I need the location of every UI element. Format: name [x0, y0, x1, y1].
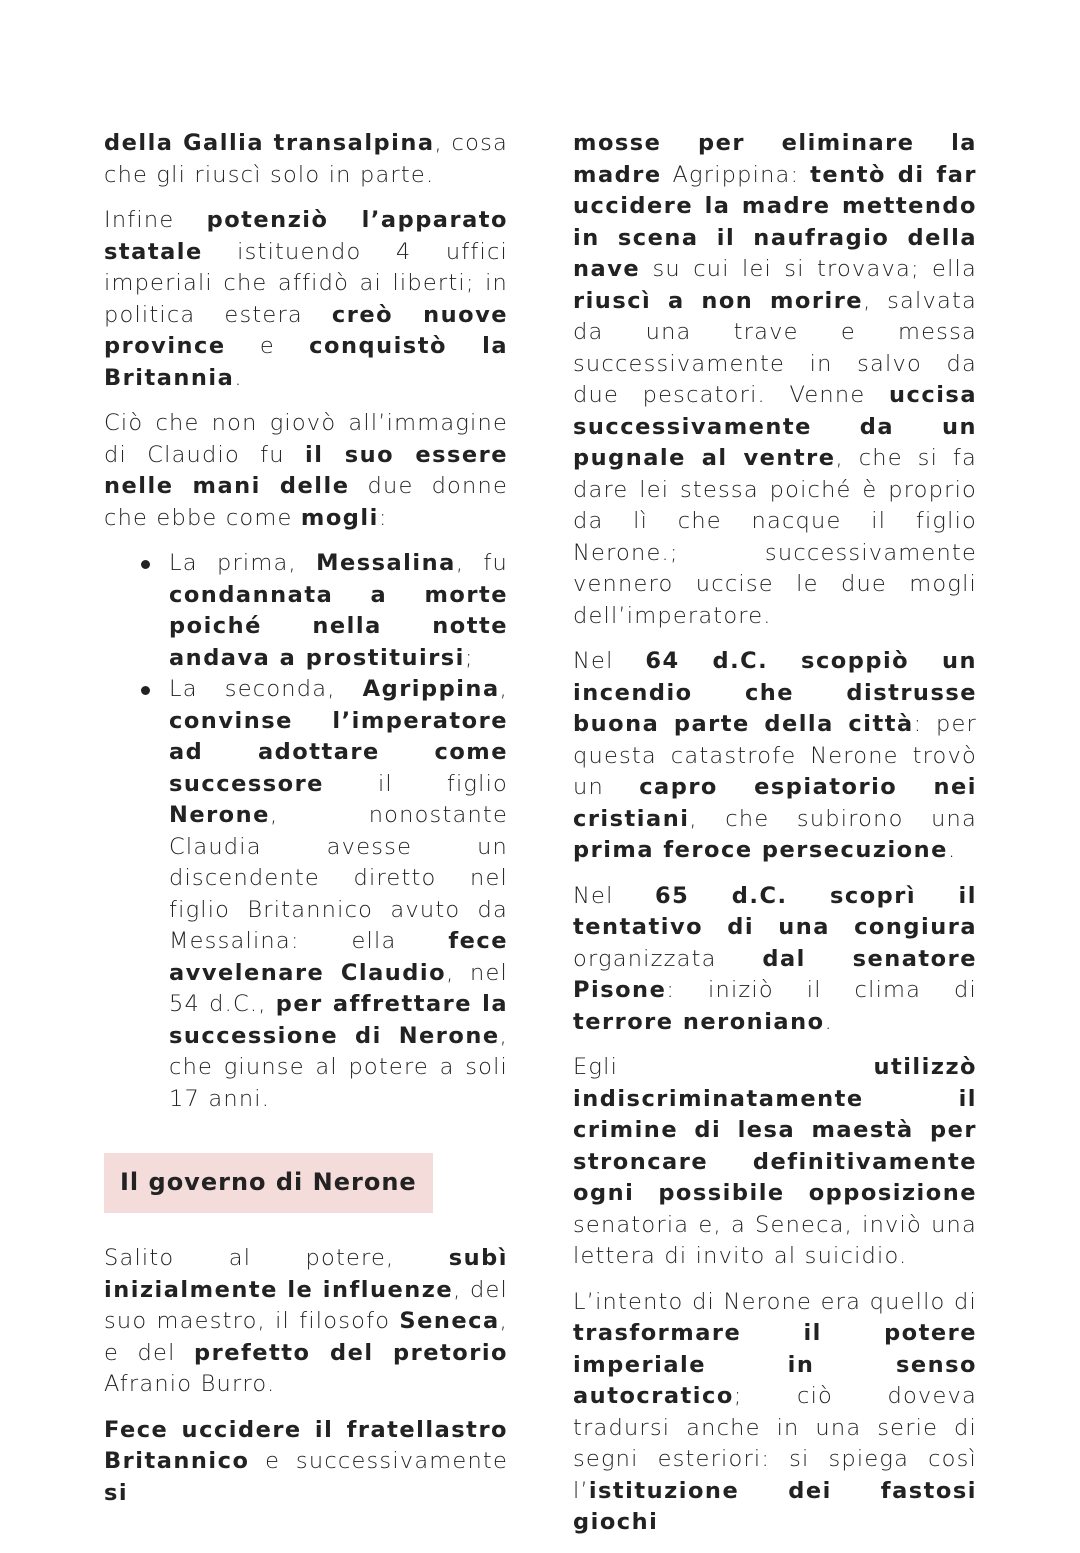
- paragraph: Ciò che non giovò all’immagine di Claudio fu il suo essere nelle mani delle due donne che ebbe come mogli:: [104, 410, 509, 531]
- paragraph: Infine potenziò l’apparato statale istituendo 4 uffici imperiali che affidò ai liberti; in politica estera creò nuove province e conquistò la Britannia.: [104, 207, 509, 391]
- paragraph: Egli utilizzò indiscriminatamente il crimine di lesa maestà per stroncare definitivamente ogni possibile opposizione senatoria e, a Seneca, inviò una lettera di invito al suicidio.: [573, 1054, 977, 1269]
- paragraph: mosse per eliminare la madre Agrippina: tentò di far uccidere la madre mettendo in scena il naufragio della nave su cui lei si trovava; ella riuscì a non morire, salvata da una trave e messa successivamente in salvo da due pescatori. Venne uccisa successivamente da un pugnale al ventre, che si fa dare lei stessa poiché è proprio da lì che nacque il figlio Nerone.; successivamente vennero uccise le due mogli dell’imperatore.: [573, 130, 977, 629]
- list-item: La prima, Messalina, fu condannata a morte poiché nella notte andava a prostituirsi;: [104, 548, 508, 674]
- paragraph: Salito al potere, subì inizialmente le influenze, del suo maestro, il filosofo Seneca, e del prefetto del pretorio Afranio Burro.: [104, 1245, 508, 1397]
- paragraph: L’intento di Nerone era quello di trasformare il potere imperiale in senso autocratico; ciò doveva tradursi anche in una serie di segni esteriori: si spiega così l’istituzione dei fastosi giochi: [573, 1288, 977, 1535]
- list-item: La seconda, Agrippina, convinse l’imperatore ad adottare come successore il figlio Nerone, nonostante Claudia avesse un discendente diretto nel figlio Britannico avuto da Messalina: ella fece avvelenare Claudio, nel 54 d.C., per affrettare la successione di Nerone, che giunse al potere a soli 17 anni.: [104, 674, 508, 1115]
- paragraph: Nel 65 d.C. scoprì il tentativo di una congiura organizzata dal senatore Pisone: iniziò il clima di terrore neroniano.: [573, 882, 977, 1035]
- paragraph: della Gallia transalpina, cosa che gli riuscì solo in parte.: [104, 130, 508, 188]
- bullet-list: [104, 548, 508, 1115]
- paragraph: Fece uccidere il fratellastro Britannico e successivamente si: [104, 1416, 508, 1506]
- section-heading: Il governo di Nerone: [104, 1153, 433, 1213]
- paragraph: Nel 64 d.C. scoppiò un incendio che distrusse buona parte della città: per questa catastrofe Nerone trovò un capro espiatorio nei cristiani, che subirono una prima feroce persecuzione.: [573, 648, 977, 863]
- left-column: [104, 128, 508, 1523]
- right-column: [573, 128, 977, 1553]
